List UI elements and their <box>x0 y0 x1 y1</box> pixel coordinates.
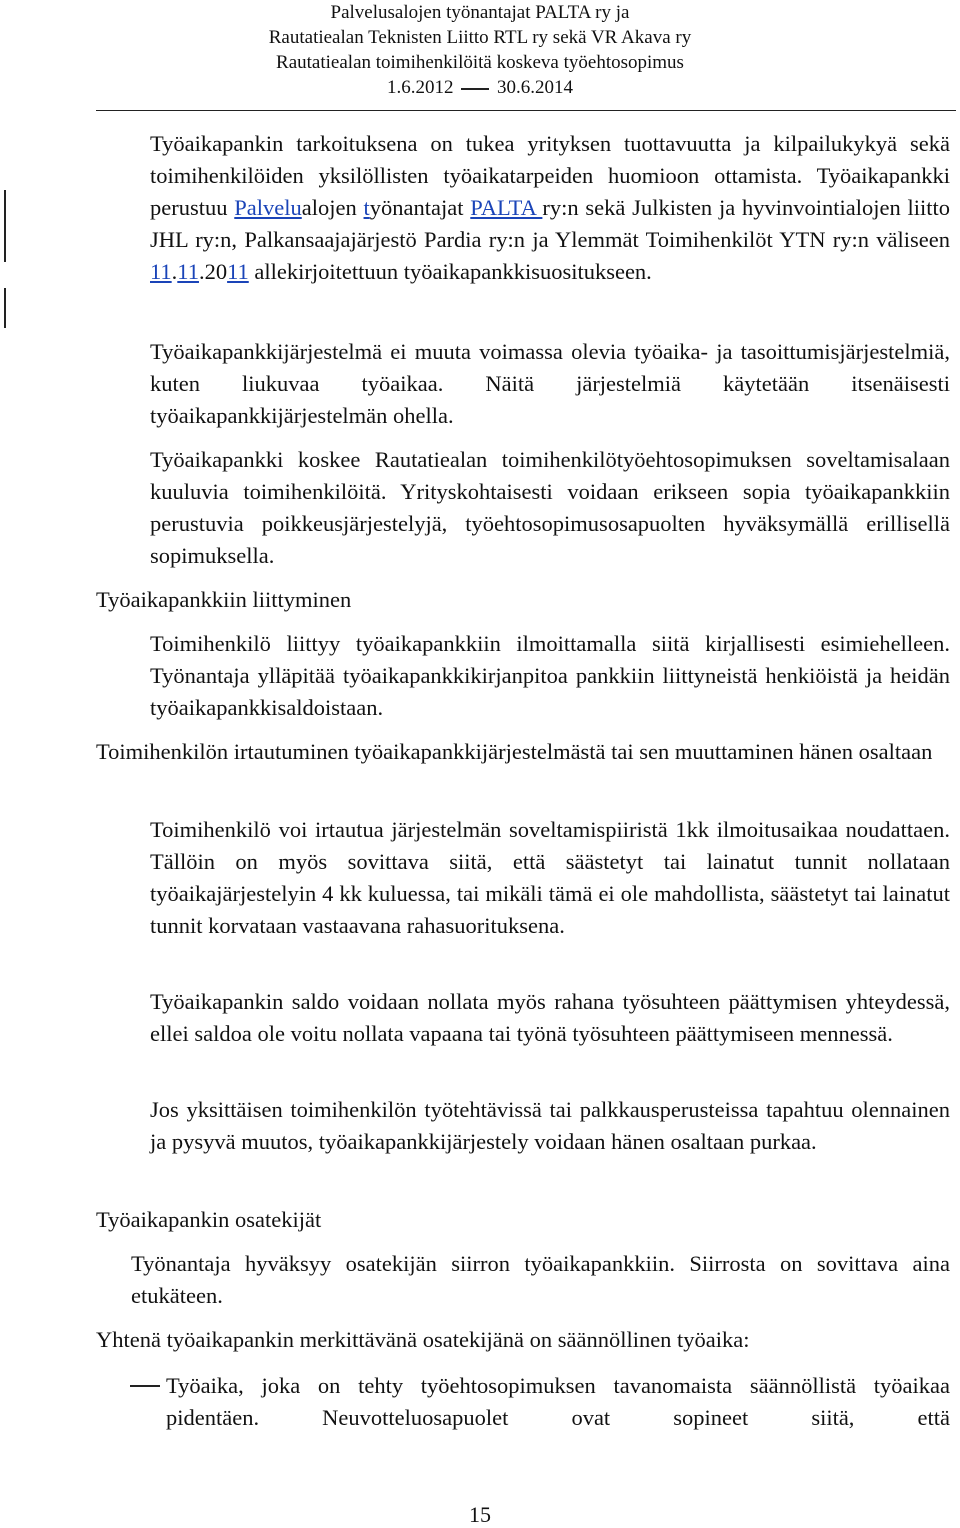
link-t[interactable]: t <box>363 195 370 220</box>
link-year[interactable]: 11 <box>227 259 249 284</box>
header-line-1: Palvelusalojen työnantajat PALTA ry ja <box>330 2 630 23</box>
paragraph-balance-reset: Työaikapankin saldo voidaan nollata myös rahana työsuhteen päättymisen yhteydessä, ellei saldoa ole voitu nollata vapaana tai työnä työsuhteen päättymiseen mennessä. <box>150 989 950 1046</box>
text-run: .20 <box>198 259 228 284</box>
heading-leaving: Toimihenkilön irtautuminen työaikapankkijärjestelmästä tai sen muuttaminen hänen osaltaan <box>96 739 933 764</box>
em-dash-bullet <box>130 1385 160 1387</box>
paragraph-joining: Toimihenkilö liittyy työaikapankkiin ilmoittamalla siitä kirjallisesti esimiehelleen. Työnantaja ylläpitää työaikapankkikirjanpitoa pankkiin liittyneistä henkiöistä ja heidän työaikapankkisaldoistaan. <box>150 631 950 720</box>
change-bar <box>4 190 6 262</box>
heading-components: Työaikapankin osatekijät <box>96 1207 322 1232</box>
header-line-3: Rautatiealan toimihenkilöitä koskeva työehtosopimus <box>276 52 684 73</box>
link-palvelu[interactable]: Palvelu <box>234 195 302 220</box>
date-range-dash <box>461 88 489 90</box>
text-run: Työaikapankin tarkoituksena on tukea yrityksen tuottavuutta ja kilpailukykyä sekä toimihenkilöiden yksilöllisten työaikatarpeiden huomioon ottamista. Työaikapankki perustuu <box>150 131 950 220</box>
text-run: yönantajat <box>369 195 471 220</box>
dash-list-item <box>130 1370 950 1434</box>
page-number: 15 <box>469 1502 491 1527</box>
header-date-end: 30.6.2014 <box>497 77 573 98</box>
paragraph-change-in-duties: Jos yksittäisen toimihenkilön työtehtävissä tai palkkausperusteissa tapahtuu olennainen ja pysyvä muutos, työaikapankkijärjestely voidaan hänen osaltaan purkaa. <box>150 1097 950 1154</box>
link-palta[interactable]: PALTA <box>470 195 543 220</box>
page-header <box>0 0 960 100</box>
paragraph-purpose <box>150 128 950 288</box>
change-bar <box>4 288 6 328</box>
header-line-2: Rautatiealan Teknisten Liitto RTL ry sekä VR Akava ry <box>268 27 692 48</box>
link-month[interactable]: 11 <box>177 259 199 284</box>
paragraph-leaving-notice: Toimihenkilö voi irtautua järjestelmän soveltamispiiristä 1kk ilmoitusaikaa noudattaen. Tällöin on myös sovittava siitä, että säästetyt tai lainatut tunnit nollataan työaikajärjestelyin 4 kk kuluessa, tai mikäli tämä ei ole mahdollista, säästetyt tai lainatut tunnit korvataan vastaavana rahasuorituksena. <box>150 817 950 938</box>
link-day[interactable]: 11 <box>150 259 172 284</box>
text-run: ry:n sekä Julkisten ja hyvinvointialojen liitto JHL ry:n, Palkansaajajärjestö Pardia ry:n ja Ylemmät Toimihenkilöt YTN ry:n väliseen <box>150 195 950 252</box>
text-run: . <box>171 259 178 284</box>
paragraph-scope: Työaikapankki koskee Rautatiealan toimihenkilötyöehtosopimuksen soveltamisalaan kuuluvia toimihenkilöitä. Yrityskohtaisesti voidaan erikseen sopia työaikapankkiin perustuvia poikkeusjärjestelyjä, työehtosopimusosapuolten hyväksymällä erillisellä sopimuksella. <box>150 447 950 568</box>
heading-joining: Työaikapankkiin liittyminen <box>96 587 352 612</box>
header-rule <box>96 110 956 111</box>
dash-list-item-text: Työaika, joka on tehty työehtosopimuksen tavanomaista säännöllistä työaikaa pidentäen. Neuvotteluosapuolet ovat sopineet siitä, että <box>166 1373 950 1430</box>
header-date-start: 1.6.2012 <box>387 77 454 98</box>
text-run: alojen <box>301 195 364 220</box>
header-validity-period <box>0 75 960 100</box>
heading-regular-working-time: Yhtenä työaikapankin merkittävänä osatekijänä on säännöllinen työaika: <box>96 1327 750 1352</box>
text-run: allekirjoitettuun työaikapankkisuositukseen. <box>248 259 652 284</box>
paragraph-components: Työnantaja hyväksyy osatekijän siirron työaikapankkiin. Siirrosta on sovittava aina etukäteen. <box>131 1251 950 1308</box>
paragraph-other-systems: Työaikapankkijärjestelmä ei muuta voimassa olevia työaika- ja tasoittumisjärjestelmiä, kuten liukuvaa työaikaa. Näitä järjestelmiä käytetään itsenäisesti työaikapankkijärjestelmän ohella. <box>150 339 950 428</box>
